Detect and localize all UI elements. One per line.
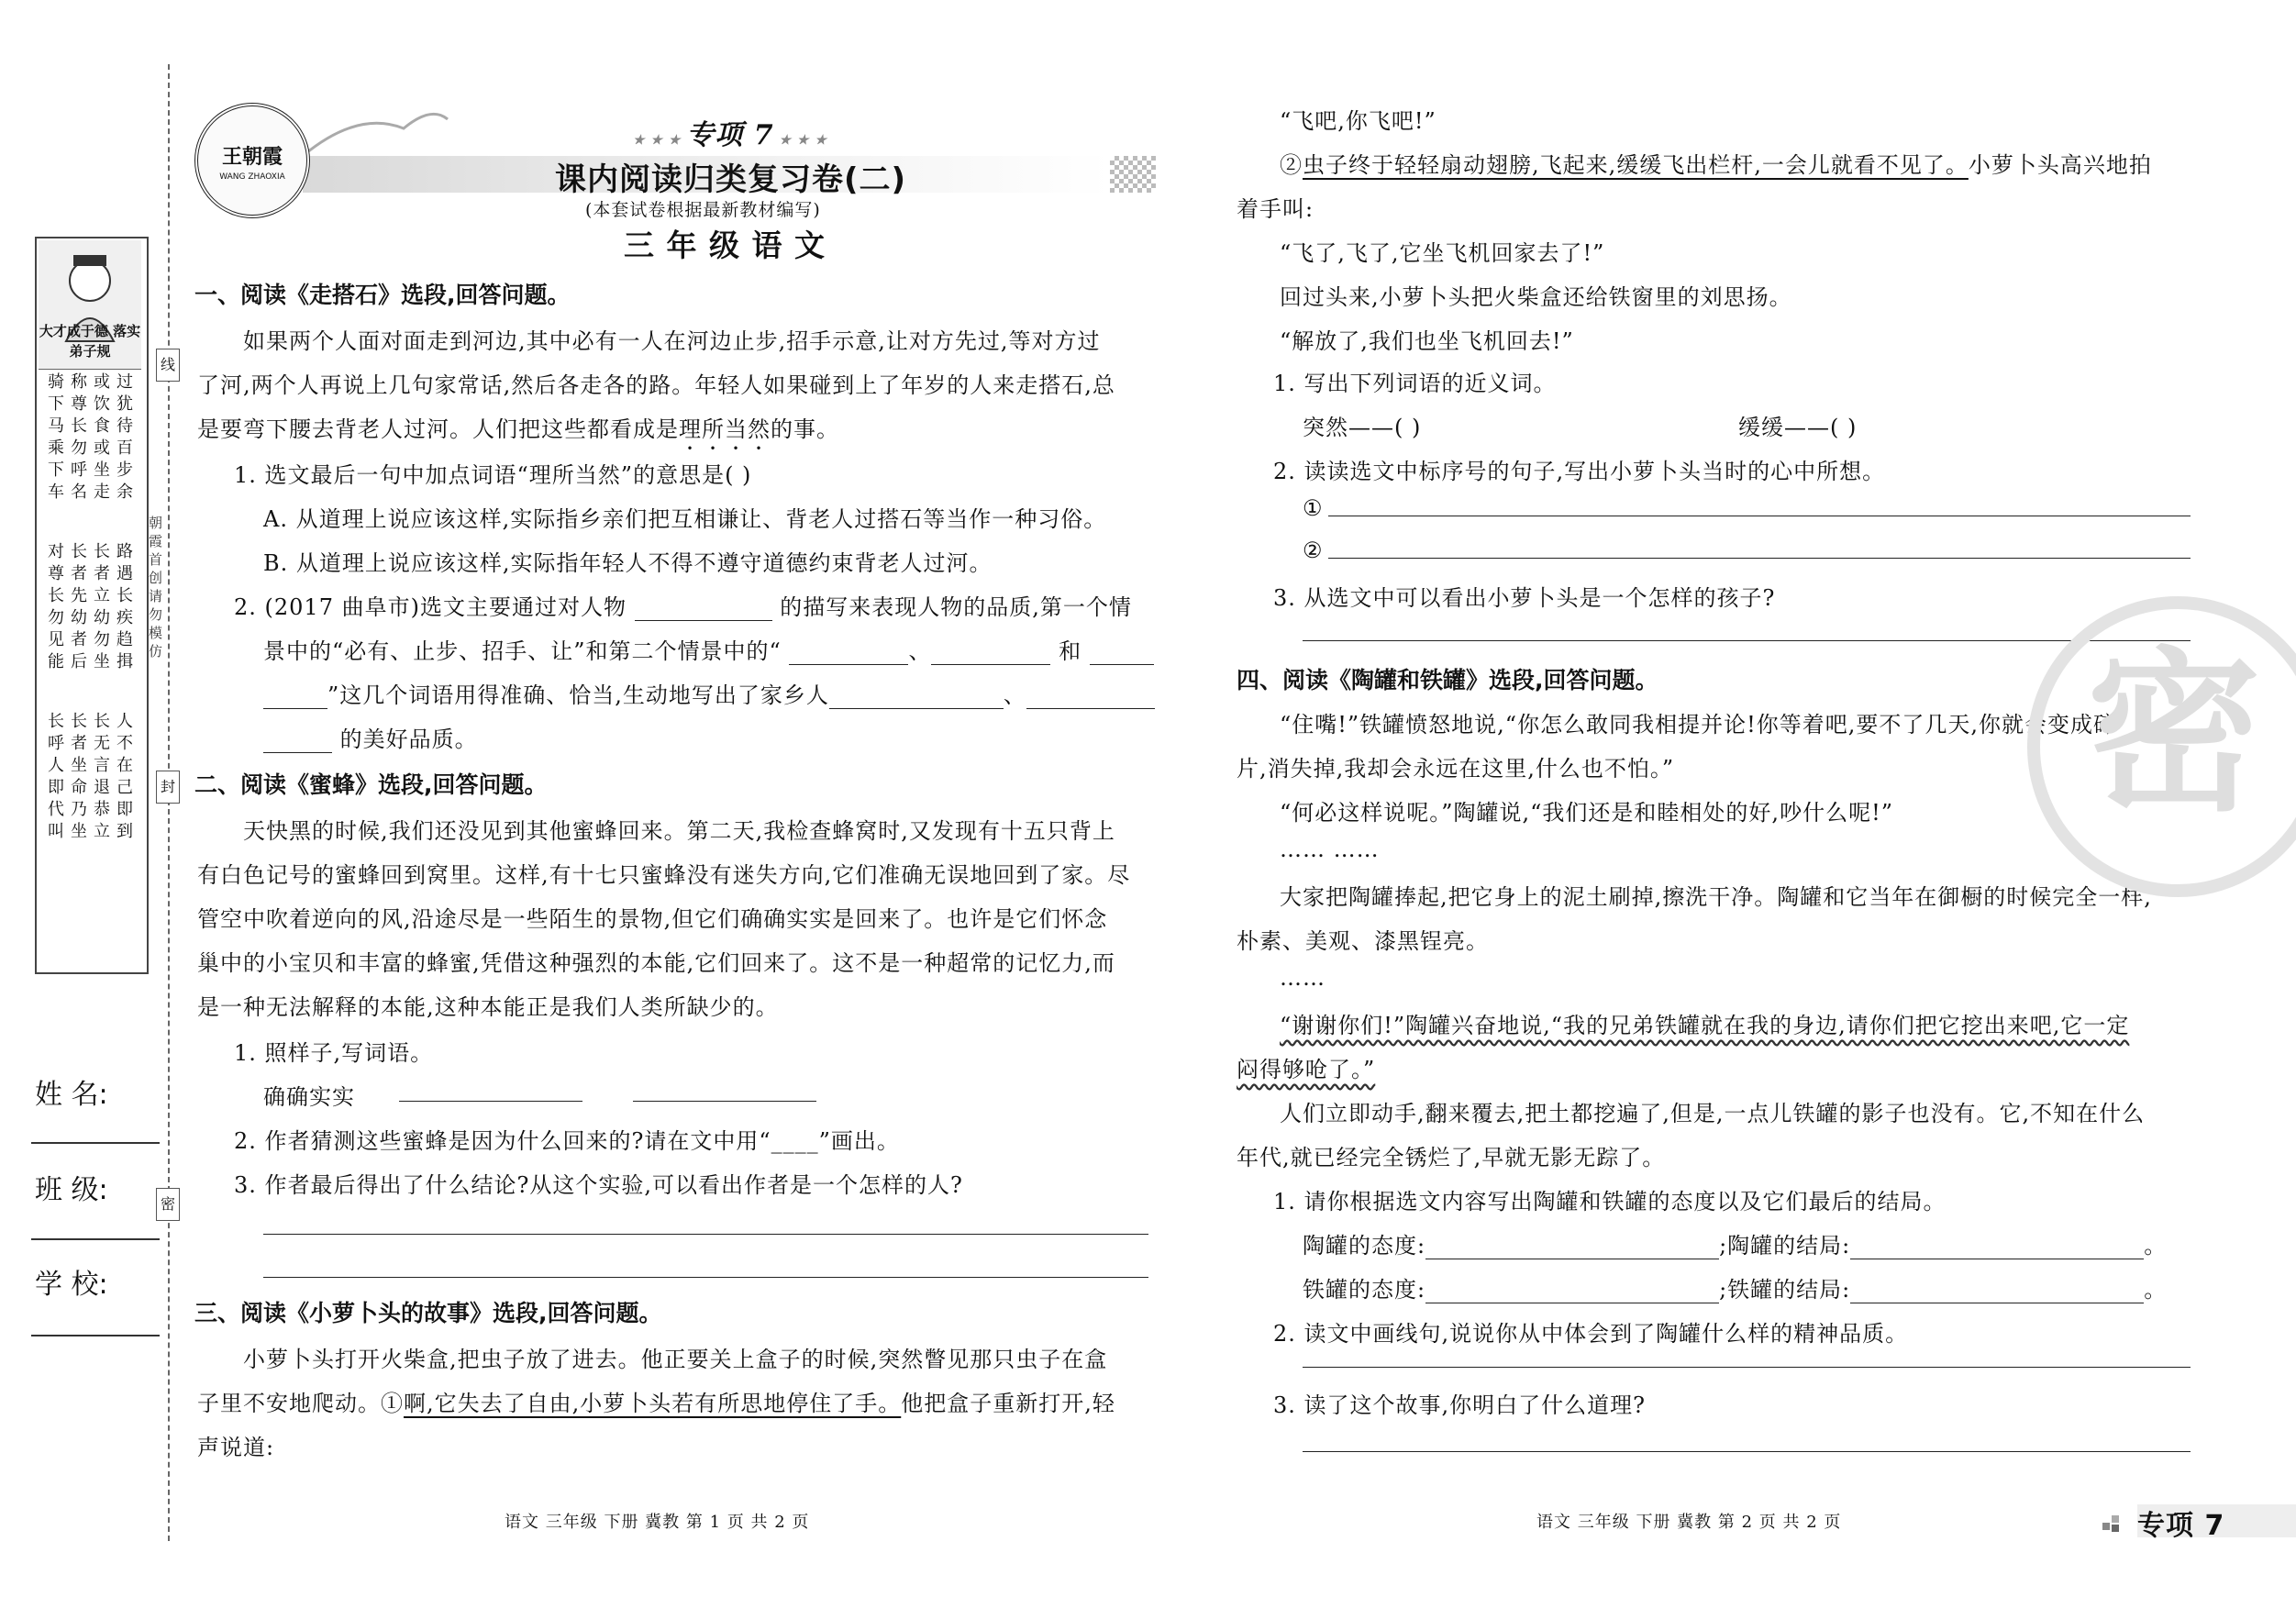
rule-column: 骑下马乘下车 xyxy=(48,372,64,502)
answer-blank[interactable] xyxy=(1425,1277,1719,1303)
passage-line: 有白色记号的蜜蜂回到窝里。这样,有十七只蜜蜂没有迷失方向,它们准确无误地回到了家。尽 xyxy=(197,862,1131,888)
question-4-2: 2. 读文中画线句,说说你从中体会到了陶罐什么样的精神品质。 xyxy=(1273,1321,1909,1347)
rule-column: 长呼人即代叫 xyxy=(48,712,64,841)
checker-decoration xyxy=(1110,156,1156,193)
school-label: 学 校: xyxy=(35,1269,108,1301)
answer-blank[interactable] xyxy=(263,726,332,753)
answer-blank[interactable] xyxy=(1850,1233,2144,1259)
rule-column: 人不在己即到 xyxy=(116,712,133,841)
question-2-1: 1. 照样子,写词语。 xyxy=(234,1040,434,1066)
answer-line[interactable] xyxy=(263,1277,1148,1278)
passage-line: 了河,两个人再说上几句家常话,然后各走各的路。年轻人如果碰到上了年岁的人来走搭石,总 xyxy=(197,372,1115,398)
class-field[interactable] xyxy=(31,1238,160,1240)
school-field[interactable] xyxy=(31,1335,160,1336)
name-field[interactable] xyxy=(31,1142,160,1144)
corner-pixel-icon xyxy=(2102,1510,2128,1532)
tao-attitude-row: 陶罐的态度: ;陶罐的结局: 。 xyxy=(1303,1233,2168,1259)
ellipsis: …… …… xyxy=(1280,837,1380,862)
answer-blank[interactable] xyxy=(1090,638,1154,665)
question-2-3: 3. 作者最后得出了什么结论?从这个实验,可以看出作者是一个怎样的人? xyxy=(234,1172,963,1198)
answer-blank[interactable] xyxy=(263,682,327,709)
passage-line: 着手叫: xyxy=(1237,196,1314,222)
passage-line: ②虫子终于轻轻扇动翅膀,飞起来,缓缓飞出栏杆,一会儿就看不见了。小萝卜头高兴地拍 xyxy=(1280,152,2152,178)
star-icon: ★ ★ ★ xyxy=(773,133,827,148)
answer-line[interactable] xyxy=(1303,1451,2191,1452)
answer-blank[interactable] xyxy=(789,638,908,665)
answer-line[interactable] xyxy=(399,1101,582,1102)
synonym-item-2[interactable]: 缓缓——( ) xyxy=(1738,415,1858,440)
edition-note: (本套试卷根据最新教材编写) xyxy=(585,200,821,220)
rule-column: 长者坐命乃坐 xyxy=(71,712,87,841)
passage-line xyxy=(1237,1051,1375,1083)
passage-line: 管空中吹着逆向的风,沿途尽是一些陌生的景物,但它们确确实实是回来了。也许是它们怀念 xyxy=(197,906,1108,932)
question-1-2-line4: 的美好品质。 xyxy=(263,721,478,753)
question-1-2-line3: ”这几个词语用得准确、恰当,生动地写出了家乡人 、 xyxy=(263,677,1155,709)
question-1-2-line2: 景中的“必有、止步、招手、让”和第二个情景中的“ 、 和 xyxy=(263,633,1154,665)
question-2-2: 2. 作者猜测这些蜜蜂是因为什么回来的?请在文中用“____”画出。 xyxy=(234,1128,900,1154)
bind-mark-mi: 密 xyxy=(156,1188,180,1221)
bind-mark-feng: 封 xyxy=(156,771,180,804)
section-3-heading: 三、阅读《小萝卜头的故事》选段,回答问题。 xyxy=(194,1300,662,1326)
answer-blank[interactable] xyxy=(635,594,772,621)
question-4-1: 1. 请你根据选文内容写出陶罐和铁罐的态度以及它们最后的结局。 xyxy=(1273,1189,1947,1214)
answer-line[interactable] xyxy=(1328,558,2191,559)
passage-line: “解放了,我们也坐飞机回去!” xyxy=(1280,328,1574,354)
series-label: ★ ★ ★ 专项 7 ★ ★ ★ xyxy=(633,119,827,151)
passage-line: 人们立即动手,翻来覆去,把土都挖遍了,但是,一点儿铁罐的影子也没有。它,不知在什么 xyxy=(1280,1101,2146,1126)
rule-column: 长无言退恭立 xyxy=(94,712,110,841)
rule-column: 路遇长疾趋揖 xyxy=(116,542,133,671)
passage-line: 年代,就已经完全锈烂了,早就无影无踪了。 xyxy=(1237,1145,1666,1170)
page-title: 课内阅读归类复习卷(二) xyxy=(555,161,907,198)
option-a[interactable]: A. 从道理上说应该这样,实际指乡亲们把互相谦让、背老人过搭石等当作一种习俗。 xyxy=(263,506,1107,532)
marker-2: ② xyxy=(1303,538,1324,563)
answer-line[interactable] xyxy=(1303,1367,2191,1368)
passage-line: “飞吧,你飞吧!” xyxy=(1280,108,1436,134)
passage-line: “住嘴!”铁罐愤怒地说,“你怎么敢同我相提并论!你等着吧,要不了几天,你就会变成碎 xyxy=(1280,712,2116,738)
answer-line[interactable] xyxy=(1303,640,2191,641)
brand-logo xyxy=(194,103,310,218)
wavy-underlined-sentence: “谢谢你们!”陶罐兴奋地说,“我的兄弟铁罐就在我的身边,请你们把它挖出来吧,它一定 xyxy=(1280,1013,2130,1038)
confidential-stamp-glyph: 密 xyxy=(2086,632,2261,835)
rule-column: 长者立幼勿坐 xyxy=(94,542,110,671)
class-label: 班 级: xyxy=(35,1174,108,1206)
subject-title: 三 年 级 语 文 xyxy=(624,227,826,263)
rule-column: 称尊长勿呼名 xyxy=(71,372,87,502)
question-4-3: 3. 读了这个故事,你明白了什么道理? xyxy=(1273,1392,1647,1418)
logo-subtext: WANG ZHAOXIA xyxy=(219,172,285,182)
logo-text: 王朝霞 xyxy=(221,145,283,169)
wavy-underlined-sentence: 闷得够呛了。” xyxy=(1237,1057,1376,1082)
question-3-3: 3. 从选文中可以看出小萝卜头是一个怎样的孩子? xyxy=(1273,585,1776,611)
answer-blank[interactable] xyxy=(829,682,1004,709)
answer-line[interactable] xyxy=(263,1234,1148,1235)
passage-line: 巢中的小宝贝和丰富的蜂蜜,凭借这种强烈的本能,它们回来了。这不是一种超常的记忆力,而 xyxy=(197,950,1115,976)
footer-left: 语文 三年级 下册 冀教 第 1 页 共 2 页 xyxy=(505,1513,810,1532)
synonym-item-1[interactable]: 突然——( ) xyxy=(1303,415,1422,440)
passage-line: 大家把陶罐捧起,把它身上的泥土刷掉,擦洗干净。陶罐和它当年在御橱的时候完全一样, xyxy=(1280,884,2152,910)
dotted-word: 理所当然 xyxy=(679,416,771,442)
answer-line[interactable] xyxy=(633,1101,816,1102)
question-3-2: 2. 读读选文中标序号的句子,写出小萝卜头当时的心中所想。 xyxy=(1273,459,1886,484)
corner-series-label: 专项 7 xyxy=(2137,1510,2225,1542)
passage-line: “何必这样说呢。”陶罐说,“我们还是和睦相处的好,吵什么呢!” xyxy=(1280,800,1893,826)
name-label: 姓 名: xyxy=(35,1079,108,1111)
rule-column: 过犹待百步余 xyxy=(116,372,133,502)
passage-line: 天快黑的时候,我们还没见到其他蜜蜂回来。第二天,我检查蜂窝时,又发现有十五只背上 xyxy=(243,818,1115,844)
passage-line: 朴素、美观、漆黑锃亮。 xyxy=(1237,928,1489,954)
answer-blank[interactable] xyxy=(1425,1233,1719,1259)
tie-attitude-row: 铁罐的态度: ;铁罐的结局: 。 xyxy=(1303,1277,2168,1303)
option-b[interactable]: B. 从道理上说应该这样,实际指年轻人不得不遵守道德约束背老人过河。 xyxy=(263,550,993,576)
ellipsis: …… xyxy=(1280,965,1325,991)
question-1-2: 2. (2017 曲阜市)选文主要通过对人物 的描写来表现人物的品质,第一个情 xyxy=(234,594,1132,620)
bind-mark-xian: 线 xyxy=(156,349,180,382)
ribbon-decoration xyxy=(303,101,449,165)
question-1-1: 1. 选文最后一句中加点词语“理所当然”的意思是( ) xyxy=(234,462,752,488)
rule-column: 或饮食或坐走 xyxy=(94,372,110,502)
answer-blank[interactable] xyxy=(1026,682,1155,709)
marked-sentence-1: 啊,它失去了自由,小萝卜头若有所思地停住了手。 xyxy=(404,1391,902,1416)
answer-blank[interactable] xyxy=(1850,1277,2144,1303)
passage-line: 子里不安地爬动。①啊,它失去了自由,小萝卜头若有所思地停住了手。他把盒子重新打开,轻 xyxy=(197,1391,1115,1416)
passage-line: 如果两个人面对面走到河边,其中必有一人在河边止步,招手示意,让对方先过,等对方过 xyxy=(243,328,1101,354)
passage-line: “飞了,飞了,它坐飞机回家去了!” xyxy=(1280,240,1605,266)
question-3-1: 1. 写出下列词语的近义词。 xyxy=(1273,371,1557,396)
section-2-heading: 二、阅读《蜜蜂》选段,回答问题。 xyxy=(194,771,548,798)
passage-line: 是要弯下腰去背老人过河。人们把这些都看成是理所当然的事。 xyxy=(197,416,839,442)
example-word: 确确实实 xyxy=(263,1084,355,1110)
passage-line: 是一种无法解释的本能,这种本能正是我们人类所缺少的。 xyxy=(197,994,779,1020)
answer-blank[interactable] xyxy=(931,638,1050,665)
rule-column: 对尊长勿见能 xyxy=(48,542,64,671)
passage-line: 片,消失掉,我却会永远在这里,什么也不怕。” xyxy=(1237,756,1675,782)
passage-line: 回过头来,小萝卜头把火柴盒还给铁窗里的刘思扬。 xyxy=(1280,284,1792,310)
footer-right: 语文 三年级 下册 冀教 第 2 页 共 2 页 xyxy=(1536,1513,1842,1532)
section-1-heading: 一、阅读《走搭石》选段,回答问题。 xyxy=(194,282,571,308)
marked-sentence-2: 虫子终于轻轻扇动翅膀,飞起来,缓缓飞出栏杆,一会儿就看不见了。 xyxy=(1303,152,1969,178)
section-4-heading: 四、阅读《陶罐和铁罐》选段,回答问题。 xyxy=(1237,667,1658,693)
copyright-warning: 朝霞首创 请勿模仿 xyxy=(149,515,163,660)
marker-1: ① xyxy=(1303,495,1324,521)
rules-motto: 大才成于德 落实弟子规 xyxy=(39,323,141,360)
rule-column: 长者先幼者后 xyxy=(71,542,87,671)
passage-line: 小萝卜头打开火柴盒,把虫子放了进去。他正要关上盒子的时候,突然瞥见那只虫子在盒 xyxy=(243,1347,1108,1372)
star-icon: ★ ★ ★ xyxy=(633,133,687,148)
passage-line xyxy=(1280,1007,2129,1039)
passage-line: 声说道: xyxy=(197,1435,275,1460)
